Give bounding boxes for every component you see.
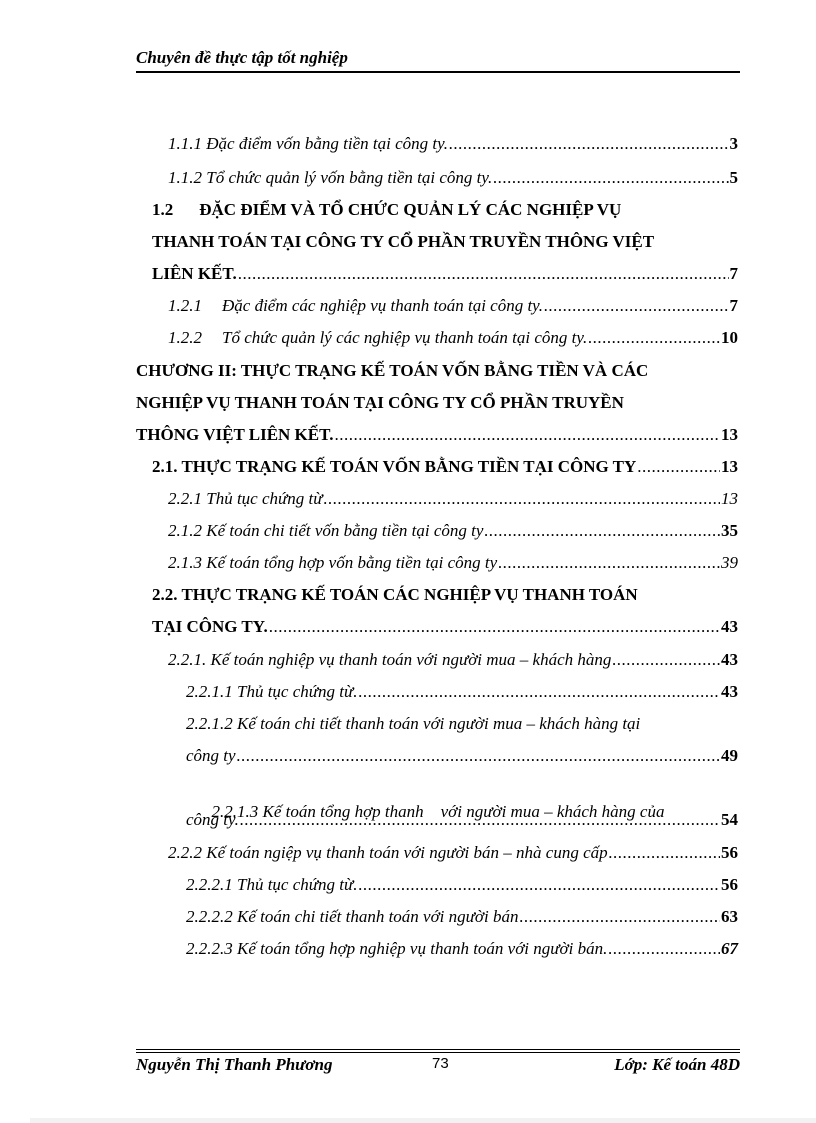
toc-entry-page: 5	[729, 168, 738, 187]
toc-entry-2-2-1-3-end[interactable]	[186, 808, 738, 832]
toc-entry-number: 1.2.2	[168, 328, 202, 347]
toc-entry-label: 2.2.2.1 Thủ tục chứng từ.	[186, 875, 358, 894]
toc-entry-number: 1.2	[152, 200, 174, 219]
toc-entry-label: TẠI CÔNG TY.	[152, 617, 268, 636]
toc-leader-dots	[637, 455, 720, 479]
toc-leader-dots	[493, 166, 728, 190]
toc-entry-1-1-2[interactable]	[168, 166, 738, 190]
toc-entry-2-1[interactable]	[152, 455, 738, 479]
toc-leader-dots	[237, 744, 720, 768]
header-rule	[136, 71, 740, 73]
toc-entry-label: 2.2.2.2 Kế toán chi tiết thanh toán với người bán	[186, 907, 519, 926]
toc-entry-page: 13	[721, 425, 738, 444]
footer-rule	[136, 1049, 740, 1050]
toc-leader-dots	[240, 808, 720, 832]
toc-entry-label: 2.2.1 Thủ tục chứng từ	[168, 489, 323, 508]
toc-entry-label: THANH TOÁN TẠI CÔNG TY CỔ PHẦN TRUYỀN THÔNG VIỆT	[152, 232, 655, 251]
toc-entry-1-2-1[interactable]	[168, 294, 738, 318]
toc-entry-page: 56	[721, 875, 738, 894]
toc-leader-dots	[608, 937, 720, 961]
toc-entry-page: 39	[721, 553, 738, 572]
toc-entry-label: 2.2.2 Kế toán ngiệp vụ thanh toán với người bán – nhà cung cấp	[168, 843, 608, 862]
toc-entry-page: 13	[721, 457, 738, 476]
toc-leader-dots	[359, 680, 720, 704]
footer-page-number: 73	[432, 1055, 449, 1072]
toc-entry-label: công ty	[186, 746, 236, 765]
footer-author: Nguyễn Thị Thanh Phương	[136, 1055, 333, 1074]
toc-entry-page: 43	[721, 650, 738, 669]
toc-leader-dots	[484, 519, 720, 543]
toc-entry-page: 10	[721, 328, 738, 347]
toc-entry-label: công ty.	[186, 810, 239, 829]
toc-entry-2-2-2-3[interactable]	[186, 937, 738, 961]
toc-entry-2-2-1-a[interactable]	[168, 487, 738, 511]
footer-class: Lớp: Kế toán 48D	[614, 1055, 740, 1074]
toc-leader-dots	[519, 905, 720, 929]
toc-leader-dots	[269, 615, 720, 639]
toc-entry-page: 13	[721, 489, 738, 508]
toc-entry-2-1-3[interactable]	[168, 551, 738, 575]
toc-entry-2-2-2-2[interactable]	[186, 905, 738, 929]
page-bottom-edge	[30, 1118, 816, 1123]
toc-leader-dots	[588, 326, 720, 350]
toc-entry-label: 1.1.1 Đặc điểm vốn bằng tiền tại công ty.	[168, 134, 448, 153]
toc-entry-1-1-1[interactable]	[168, 132, 738, 156]
toc-entry-chapter-2[interactable]	[136, 359, 740, 383]
toc-entry-1-2-2[interactable]	[168, 326, 738, 350]
toc-entry-page: 7	[729, 264, 738, 283]
toc-entry-chapter-2-cont	[136, 391, 740, 415]
toc-leader-dots	[359, 873, 720, 897]
toc-entry-label: 2.2.1.2 Kế toán chi tiết thanh toán với người mua – khách hàng tại	[186, 714, 641, 733]
toc-entry-page: 54	[721, 810, 738, 829]
toc-entry-label: LIÊN KẾT.	[152, 264, 237, 283]
toc-leader-dots	[609, 841, 720, 865]
toc-entry-label: 2.1.2 Kế toán chi tiết vốn bằng tiền tại công ty	[168, 521, 484, 540]
toc-entry-1-2-end[interactable]	[152, 262, 738, 286]
toc-entry-page: 7	[729, 296, 738, 315]
toc-entry-label: Tổ chức quản lý các nghiệp vụ thanh toán tại công ty.	[222, 328, 588, 347]
toc-entry-2-2[interactable]	[152, 583, 738, 607]
toc-entry-page: 49	[721, 746, 738, 765]
toc-entry-2-2-2[interactable]	[168, 841, 738, 865]
toc-entry-1-2[interactable]	[152, 198, 738, 222]
toc-entry-number: 1.2.1	[168, 296, 202, 315]
toc-entry-label: 2.1.3 Kế toán tổng hợp vốn bằng tiền tại công ty	[168, 553, 498, 572]
toc-entry-page: 43	[721, 682, 738, 701]
toc-entry-1-2-cont	[152, 230, 738, 254]
toc-leader-dots	[334, 423, 720, 447]
toc-entry-label: 2.2.1.1 Thủ tục chứng từ.	[186, 682, 358, 701]
toc-entry-page: 67	[721, 939, 738, 958]
toc-entry-label: THÔNG VIỆT LIÊN KẾT.	[136, 425, 334, 444]
toc-entry-page: 3	[729, 134, 738, 153]
toc-entry-page: 35	[721, 521, 738, 540]
toc-entry-page: 56	[721, 843, 738, 862]
toc-entry-label: 2.2.1. Kế toán nghiệp vụ thanh toán với người mua – khách hàng	[168, 650, 612, 669]
toc-entry-2-2-1[interactable]	[168, 648, 738, 672]
toc-entry-label: 2.2.1.3 Kế toán tổng hợp thanh với người mua – khách hàng của	[211, 802, 665, 821]
header-title: Chuyên đề thực tập tốt nghiệp	[136, 48, 348, 67]
toc-entry-label: ĐẶC ĐIỂM VÀ TỔ CHỨC QUẢN LÝ CÁC NGHIỆP VỤ	[199, 200, 622, 219]
toc-entry-2-2-2-1[interactable]	[186, 873, 738, 897]
toc-entry-2-1-2[interactable]	[168, 519, 738, 543]
toc-entry-label: 2.2.2.3 Kế toán tổng hợp nghiệp vụ thanh toán với người bán.	[186, 939, 608, 958]
toc-leader-dots	[449, 132, 729, 156]
toc-entry-label: 2.2. THỰC TRẠNG KẾ TOÁN CÁC NGHIỆP VỤ THANH TOÁN	[152, 585, 638, 604]
toc-entry-page: 63	[721, 907, 738, 926]
toc-leader-dots	[498, 551, 720, 575]
toc-entry-2-2-1-1[interactable]	[186, 680, 738, 704]
toc-entry-2-2-1-2[interactable]	[186, 712, 738, 736]
footer-rule-secondary	[136, 1052, 740, 1053]
toc-leader-dots	[612, 648, 720, 672]
toc-entry-chapter-2-end[interactable]	[136, 423, 738, 447]
toc-entry-2-2-1-2-end[interactable]	[186, 744, 738, 768]
toc-entry-label: Đặc điểm các nghiệp vụ thanh toán tại công ty.	[222, 296, 544, 315]
toc-entry-label: 1.1.2 Tổ chức quản lý vốn bằng tiền tại công ty.	[168, 168, 493, 187]
toc-entry-label: 2.1. THỰC TRẠNG KẾ TOÁN VỐN BẰNG TIỀN TẠI CÔNG TY	[152, 457, 637, 476]
toc-entry-page: 43	[721, 617, 738, 636]
toc-leader-dots	[238, 262, 729, 286]
toc-entry-label: NGHIỆP VỤ THANH TOÁN TẠI CÔNG TY CỔ PHẦN TRUYỀN	[136, 393, 624, 412]
toc-leader-dots	[324, 487, 720, 511]
toc-leader-dots	[544, 294, 728, 318]
toc-entry-2-2-end[interactable]	[152, 615, 738, 639]
toc-entry-label: CHƯƠNG II: THỰC TRẠNG KẾ TOÁN VỐN BẰNG TIỀN VÀ CÁC	[136, 361, 649, 380]
